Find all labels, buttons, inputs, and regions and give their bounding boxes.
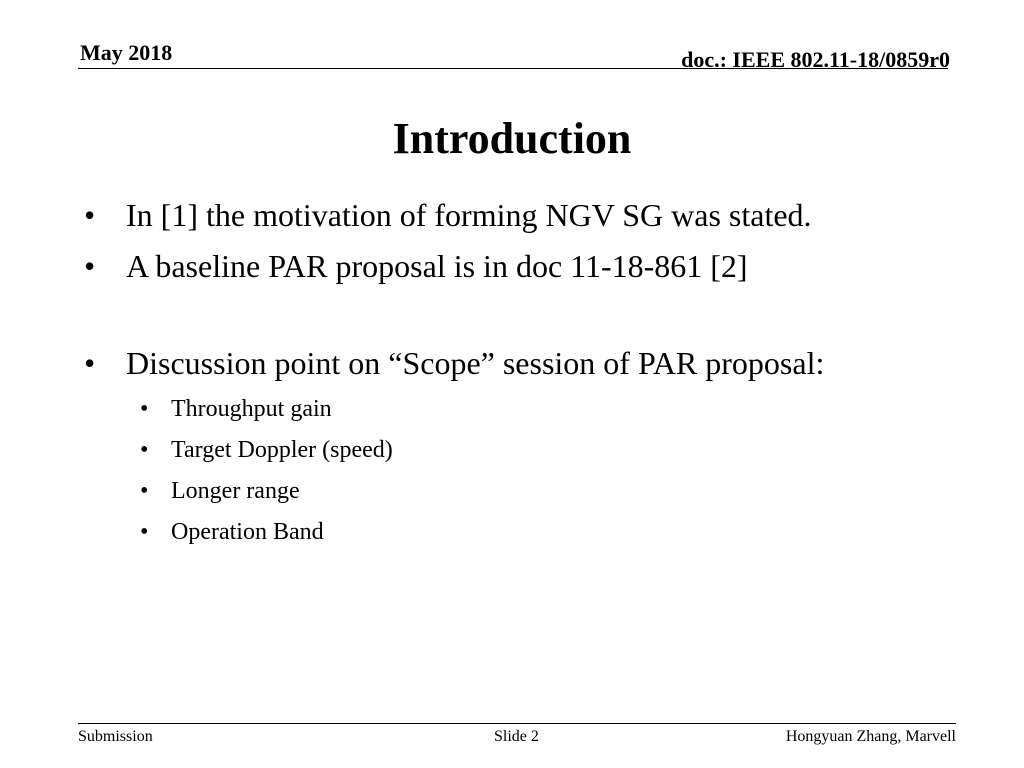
sub-bullet-item-2 — [140, 436, 393, 464]
bullet-item-2 — [84, 248, 748, 284]
footer-author: Hongyuan Zhang, Marvell — [785, 728, 956, 745]
header-doc-id: doc.: IEEE 802.11-18/0859r0 — [681, 47, 950, 72]
bullet-text: Discussion point on “Scope” session of PAR proposal: — [126, 345, 825, 381]
bullet-dot-icon: • — [84, 197, 96, 233]
sub-bullet-text: Target Doppler (speed) — [171, 437, 393, 463]
bullet-text: In [1] the motivation of forming NGV SG was stated. — [126, 197, 812, 233]
sub-bullet-item-4 — [140, 518, 324, 546]
sub-bullet-text: Longer range — [171, 478, 300, 504]
bullet-dot-icon: • — [140, 437, 149, 463]
bullet-item-3 — [84, 345, 825, 381]
footer-divider — [78, 723, 956, 724]
footer-slide-number: Slide 2 — [494, 728, 539, 745]
sub-bullet-text: Throughput gain — [171, 396, 332, 422]
bullet-dot-icon: • — [140, 519, 149, 545]
bullet-dot-icon: • — [84, 345, 96, 381]
bullet-dot-icon: • — [84, 248, 96, 284]
footer-submission: Submission — [78, 728, 153, 745]
sub-bullet-item-1 — [140, 395, 332, 423]
sub-bullet-item-3 — [140, 477, 300, 505]
sub-bullet-text: Operation Band — [171, 519, 324, 545]
header-divider — [78, 68, 948, 69]
slide-title: Introduction — [392, 114, 632, 163]
header-date: May 2018 — [80, 40, 173, 65]
bullet-dot-icon: • — [140, 396, 149, 422]
bullet-item-1 — [84, 197, 812, 233]
bullet-dot-icon: • — [140, 478, 149, 504]
bullet-text: A baseline PAR proposal is in doc 11-18-861 [2] — [126, 248, 748, 284]
